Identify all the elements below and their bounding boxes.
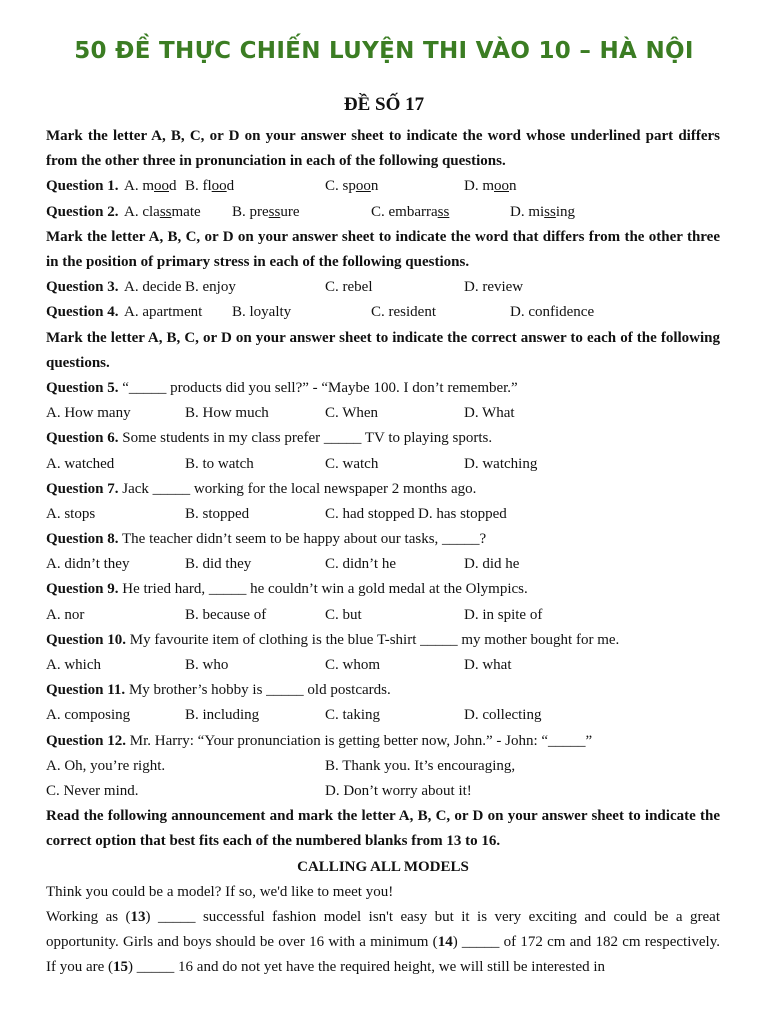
question-label: Question 4. (46, 304, 119, 321)
passage-title: CALLING ALL MODELS (297, 858, 469, 875)
question-text: “_____ products did you sell?” - “Maybe 100. I don’t remember.” (122, 379, 518, 396)
question-6-options (46, 452, 720, 477)
option-c: C. When (325, 405, 379, 422)
question-text: Some students in my class prefer _____ TV to playing sports. (122, 430, 493, 447)
option-a: A. apartment (124, 304, 203, 321)
question-text: The teacher didn’t seem to be happy about our tasks, _____? (122, 531, 487, 548)
option-d: D. did he (464, 556, 520, 573)
option-d: D. collecting (464, 707, 542, 724)
option-c: C. whom (325, 657, 381, 674)
question-label: Question 11. (46, 682, 126, 699)
question-1 (46, 174, 720, 199)
option-d: D. in spite of (464, 606, 543, 623)
question-text: Jack _____ working for the local newspaper 2 months ago. (122, 480, 477, 497)
blank-number-15: 15 (113, 959, 129, 976)
question-5 (46, 376, 720, 401)
question-6 (46, 426, 720, 451)
option-b: B. because of (185, 606, 267, 623)
instruction-pronunciation: Mark the letter A, B, C, or D on your answer sheet to indicate the word whose underlined part differs from the other three in pronunciation in each of the following questions. (46, 128, 720, 170)
option-a: A. watched (46, 455, 115, 472)
question-12-options-cd (46, 779, 720, 804)
option-a: A. didn’t they (46, 556, 130, 573)
option-b: B. loyalty (232, 304, 292, 321)
option-b: B. including (185, 707, 260, 724)
question-label: Question 5. (46, 379, 119, 396)
instruction-correct-answer: Mark the letter A, B, C, or D on your answer sheet to indicate the correct answer to each of the following questions. (46, 329, 720, 371)
question-11-options (46, 703, 720, 728)
option-c: C. but (325, 606, 362, 623)
option-c: C. taking (325, 707, 380, 724)
option-c: C. embarrass (371, 203, 450, 220)
option-b: B. Thank you. It’s encouraging, (325, 757, 516, 774)
option-b: B. did they (185, 556, 252, 573)
question-label: Question 3. (46, 279, 119, 296)
option-c: C. resident (371, 304, 436, 321)
instruction-reading: Read the following announcement and mark the letter A, B, C, or D on your answer sheet to indicate the correct option that best fits each of the numbered blanks from 13 to 16. (46, 808, 720, 850)
option-d: D. watching (464, 455, 538, 472)
question-11 (46, 678, 720, 703)
option-c: C. didn’t he (325, 556, 396, 573)
option-b: B. enjoy (185, 279, 236, 296)
question-text: Mr. Harry: “Your pronunciation is getting better now, John.” - John: “_____” (129, 732, 593, 749)
question-8-options (46, 552, 720, 577)
option-d: D. What (464, 405, 515, 422)
option-c: C. had stopped (325, 505, 415, 522)
question-label: Question 10. (46, 631, 127, 648)
option-c: C. rebel (325, 279, 373, 296)
question-7-options (46, 502, 720, 527)
question-label: Question 9. (46, 581, 119, 598)
question-label: Question 6. (46, 430, 119, 447)
question-10 (46, 628, 720, 653)
question-8 (46, 527, 720, 552)
question-text: He tried hard, _____ he couldn’t win a gold medal at the Olympics. (122, 581, 528, 598)
question-label: Question 12. (46, 732, 127, 749)
option-d: D. what (464, 657, 512, 674)
exam-number: ĐỀ SỐ 17 (343, 94, 425, 115)
passage-paragraph-2: Working as (13) _____ successful fashion model isn't easy but it is very exciting and could be a great opportunity. Girls and boys should be over 16 with a minimum (14) _____ of 172 cm and 182 cm respectively. If you are (15) _____ 16 and do not yet have the required height, we will still be interested in (46, 908, 721, 976)
question-text: My brother’s hobby is _____ old postcards. (128, 682, 391, 699)
question-7 (46, 477, 720, 502)
question-4 (46, 300, 720, 325)
option-d: D. Don’t worry about it! (325, 782, 472, 799)
option-d: D. has stopped (418, 505, 507, 522)
instruction-stress: Mark the letter A, B, C, or D on your answer sheet to indicate the word that differs from the other three in the position of primary stress in each of the following questions. (46, 228, 720, 270)
option-b: B. flood (185, 178, 235, 195)
option-d: D. moon (464, 178, 517, 195)
option-c: C. Never mind. (46, 782, 139, 799)
question-label: Question 7. (46, 480, 119, 497)
exam-content (46, 124, 720, 981)
question-10-options (46, 653, 720, 678)
blank-number-13: 13 (130, 908, 146, 925)
option-a: A. nor (46, 606, 85, 623)
blank-number-14: 14 (437, 934, 453, 951)
page-title: 50 ĐỀ THỰC CHIẾN LUYỆN THI VÀO 10 – HÀ NỘI (74, 38, 694, 64)
option-a: A. stops (46, 505, 96, 522)
question-9 (46, 577, 720, 602)
option-a: A. How many (46, 405, 131, 422)
question-9-options (46, 603, 720, 628)
option-a: A. which (46, 657, 101, 674)
question-label: Question 8. (46, 531, 119, 548)
question-12-options-ab (46, 754, 720, 779)
option-a: A. decide (124, 279, 182, 296)
option-b: B. How much (185, 405, 269, 422)
option-c: C. spoon (325, 178, 379, 195)
option-a: A. classmate (124, 203, 201, 220)
question-label: Question 2. (46, 203, 119, 220)
option-b: B. who (185, 657, 229, 674)
question-label: Question 1. (46, 178, 119, 195)
option-d: D. review (464, 279, 524, 296)
question-text: My favourite item of clothing is the blue T-shirt _____ my mother bought for me. (129, 631, 620, 648)
option-a: A. mood (124, 178, 177, 195)
question-5-options (46, 401, 720, 426)
option-c: C. watch (325, 455, 379, 472)
option-b: B. pressure (232, 203, 300, 220)
option-a: A. composing (46, 707, 131, 724)
question-3 (46, 275, 720, 300)
question-2 (46, 200, 720, 225)
option-b: B. to watch (185, 455, 254, 472)
option-d: D. missing (510, 203, 576, 220)
passage-paragraph-1: Think you could be a model? If so, we'd like to meet you! (46, 883, 394, 900)
question-12 (46, 729, 720, 754)
option-b: B. stopped (185, 505, 250, 522)
option-d: D. confidence (510, 304, 595, 321)
option-a: A. Oh, you’re right. (46, 757, 166, 774)
